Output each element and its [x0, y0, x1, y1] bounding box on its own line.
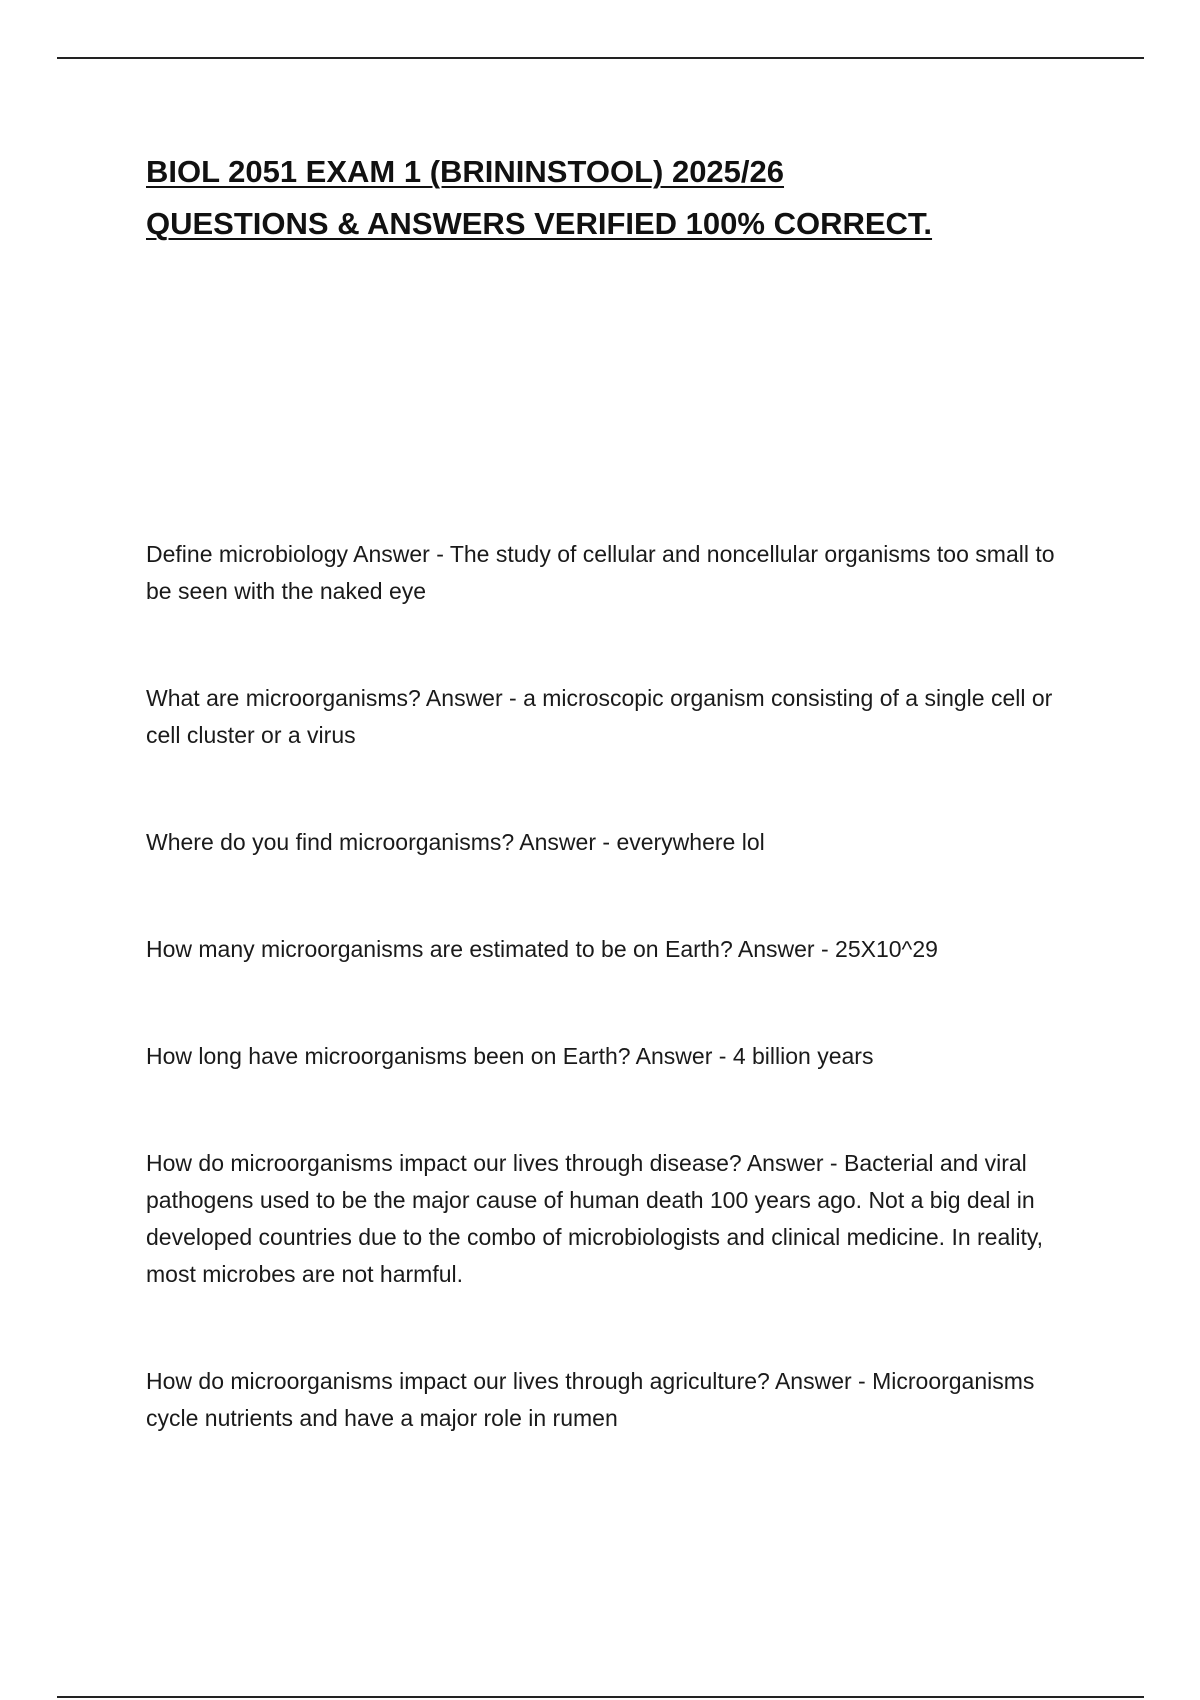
title-line-1: BIOL 2051 EXAM 1 (BRININSTOOL) 2025/26: [146, 154, 785, 189]
question-text: How do microorganisms impact our lives through disease?: [146, 1150, 742, 1176]
qa-item: [146, 931, 1066, 968]
answer-text: The study of cellular and noncellular organisms too small to be seen with the naked eye: [146, 541, 1055, 604]
question-text: What are microorganisms?: [146, 685, 421, 711]
qa-list: [146, 536, 1066, 1507]
answer-text: 25X10^29: [835, 936, 938, 962]
answer-text: Bacterial and viral pathogens used to be the major cause of human death 100 years ago. Not a big deal in developed countries due to the combo of microbiologists and clinical medicine. In reality, most microbes are not harmful.: [146, 1150, 1044, 1287]
answer-text: Microorganisms cycle nutrients and have a major role in rumen: [146, 1368, 1035, 1431]
qa-item: [146, 1145, 1066, 1293]
question-text: How do microorganisms impact our lives through agriculture?: [146, 1368, 770, 1394]
qa-item: [146, 1038, 1066, 1075]
answer-separator: Answer -: [769, 1368, 873, 1394]
document-title: [146, 146, 1086, 250]
title-line-2: QUESTIONS & ANSWERS VERIFIED 100% CORRECT.: [146, 206, 933, 241]
answer-separator: Answer -: [732, 936, 836, 962]
qa-item: [146, 824, 1066, 861]
answer-text: 4 billion years: [732, 1043, 874, 1069]
top-divider: [57, 57, 1144, 59]
answer-separator: Answer -: [630, 1043, 733, 1069]
question-text: How many microorganisms are estimated to be on Earth?: [146, 936, 733, 962]
answer-separator: Answer -: [741, 1150, 844, 1176]
answer-text: everywhere lol: [616, 829, 765, 855]
question-text: Where do you find microorganisms?: [146, 829, 515, 855]
answer-text: a microscopic organism consisting of a single cell or cell cluster or a virus: [146, 685, 1053, 748]
answer-separator: Answer -: [347, 541, 450, 567]
question-text: How long have microorganisms been on Earth?: [146, 1043, 631, 1069]
qa-item: [146, 536, 1066, 610]
answer-separator: Answer -: [420, 685, 524, 711]
answer-separator: Answer -: [514, 829, 617, 855]
question-text: Define microbiology: [146, 541, 348, 567]
qa-item: [146, 1363, 1066, 1437]
bottom-divider: [57, 1696, 1144, 1698]
qa-item: [146, 680, 1066, 754]
